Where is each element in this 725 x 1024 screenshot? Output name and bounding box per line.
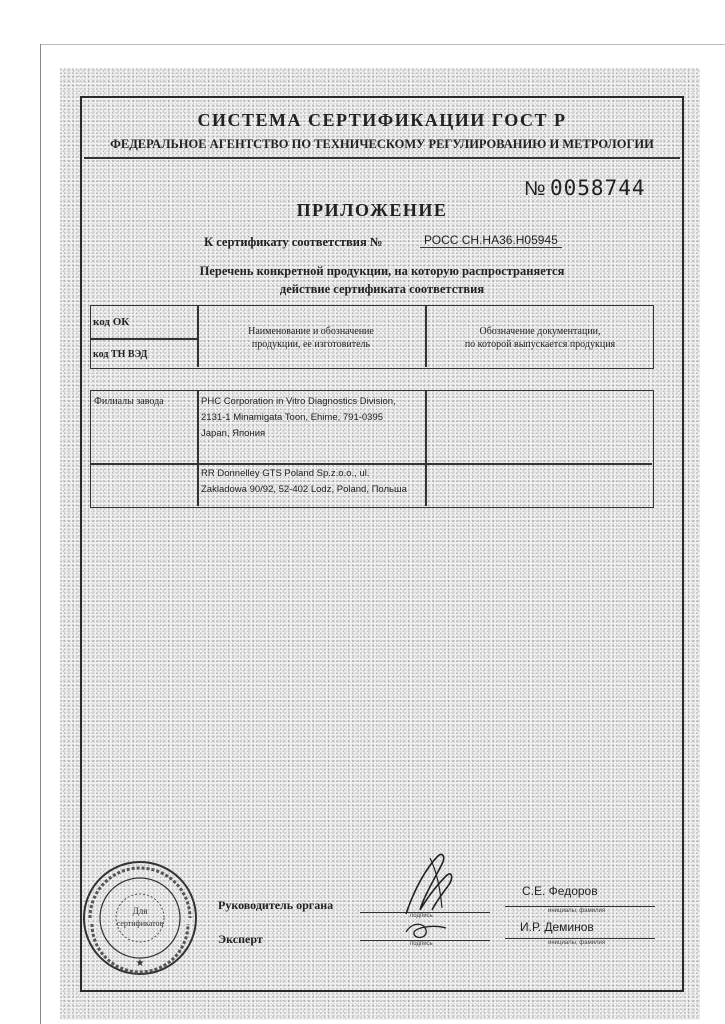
factory-2-line2: Zakladowa 90/92, 52-402 Lodz, Poland, Польша <box>201 484 407 495</box>
expert-name-line <box>505 938 655 939</box>
stamp-center-line2: сертификатов <box>116 919 164 928</box>
factory-2-line1: RR Donnelley GTS Poland Sp.z.o.o., ul. <box>201 468 370 479</box>
factory-table <box>90 390 654 508</box>
docs-col-line1: Обозначение документации, <box>479 326 601 337</box>
appendix-heading: ПРИЛОЖЕНИЕ <box>296 200 448 220</box>
list-heading-line2: действие сертификата соответствия <box>279 282 485 296</box>
factory-1-line2: 2131-1 Minamigata Toon, Ehime, 791-0395 <box>201 412 384 423</box>
handwritten-signature-head <box>396 850 466 920</box>
expert-signature-caption: подпись <box>410 941 433 947</box>
product-col-line1: Наименование и обозначение <box>248 326 374 337</box>
docs-col-line2: по которой выпускается продукция <box>464 339 616 350</box>
expert-name: И.Р. Деминов <box>520 920 594 934</box>
factory-1-line1: PHC Corporation in Vitro Diagnostics Division, <box>201 396 396 407</box>
round-stamp <box>80 858 200 978</box>
handwritten-signature-expert <box>402 918 450 942</box>
expert-name-caption: инициалы, фамилия <box>548 940 606 946</box>
code-ok-label: код ОК <box>93 316 130 328</box>
stamp-star-icon: ★ <box>135 958 145 969</box>
form-number: 0058744 <box>550 176 646 200</box>
header-table <box>90 305 654 369</box>
system-title: СИСТЕМА СЕРТИФИКАЦИИ ГОСТ Р <box>197 110 567 130</box>
expert-label: Эксперт <box>218 932 263 946</box>
certificate-number: РОСС CH.HA36.H05945 <box>420 233 562 248</box>
data-col-divider-2 <box>425 391 427 506</box>
certificate-label: К сертификату соответствия № <box>204 235 383 249</box>
data-col-divider-1 <box>197 391 199 506</box>
agency-title: ФЕДЕРАЛЬНОЕ АГЕНТСТВО ПО ТЕХНИЧЕСКОМУ РЕГУЛИРОВАНИЮ И МЕТРОЛОГИИ <box>110 137 654 151</box>
head-name-line <box>505 906 655 907</box>
code-tn-ved-label: код ТН ВЭД <box>93 349 148 360</box>
head-name-caption: инициалы, фамилия <box>548 908 606 914</box>
head-of-body-label: Руководитель органа <box>218 898 334 912</box>
head-name: С.Е. Федоров <box>522 884 598 898</box>
header-col-divider-1 <box>197 306 199 367</box>
factory-1-line3: Japan, Япония <box>201 428 266 439</box>
scan-edge-left <box>40 44 41 1024</box>
agency-underline <box>84 157 680 159</box>
header-code-divider <box>91 338 197 340</box>
header-col-divider-2 <box>425 306 427 367</box>
head-signature-caption: подпись <box>410 913 433 919</box>
branches-label: Филиалы завода <box>94 396 164 407</box>
data-row-divider <box>91 463 652 465</box>
stamp-center-line1: Для <box>132 906 148 916</box>
form-number-prefix: № <box>524 178 546 200</box>
product-col-line2: продукции, ее изготовитель <box>251 339 371 350</box>
list-heading-line1: Перечень конкретной продукции, на которую распространяется <box>199 264 565 278</box>
scan-edge-top <box>40 44 725 45</box>
